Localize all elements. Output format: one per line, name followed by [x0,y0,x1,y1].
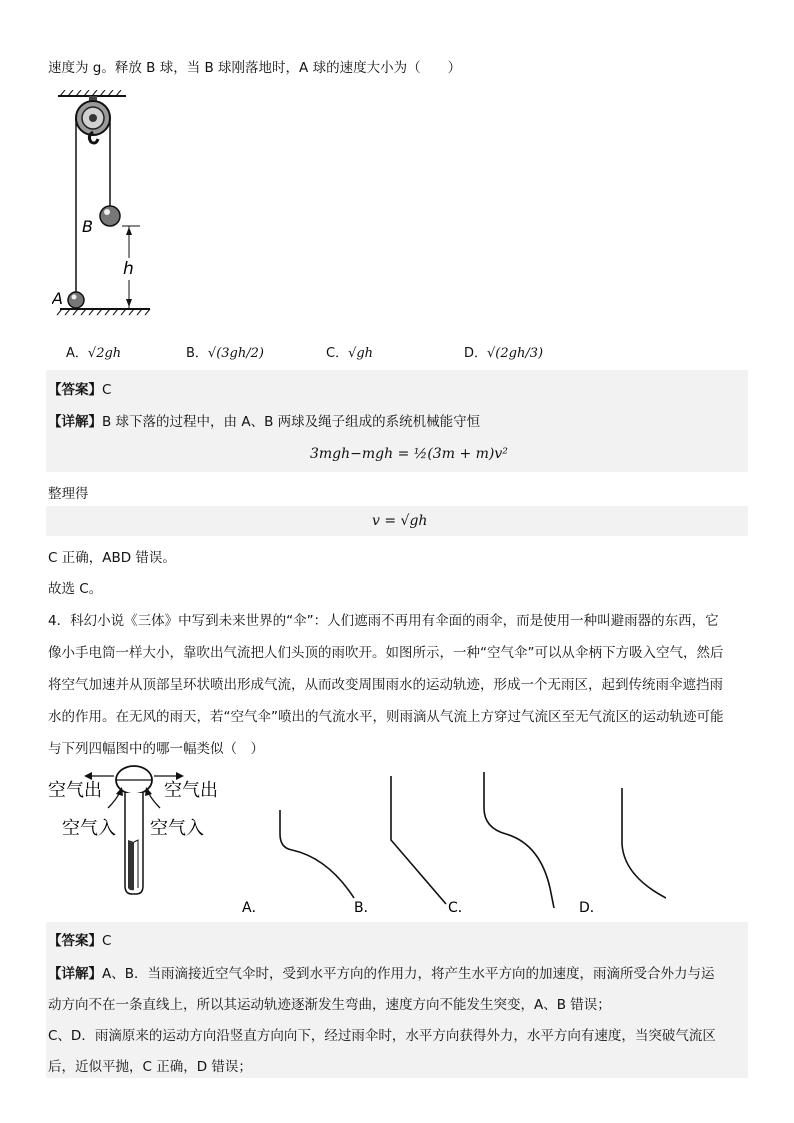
air-out-left-label: 空气出 [48,780,102,801]
choice-label-d: D． [579,900,604,916]
q4-line-4: 水的作用。在无风的雨天，若“空气伞”喷出的气流水平，则雨滴从气流上方穿过气流区至无气流区的运动轨迹可能 [48,709,724,725]
trajectory-b [391,776,446,904]
label-A: A [52,289,63,308]
q3-detail: 【详解】B 球下落的过程中，由 A、B 两球及绳子组成的系统机械能守恒 [48,414,481,430]
q4-answer: 【答案】C [48,933,112,949]
choice-label-a: A． [242,900,266,916]
trajectory-d [622,788,666,898]
q3-choose: 故选 C。 [48,581,103,597]
q4-line-2: 像小手电筒一样大小，靠吹出气流把人们头顶的雨吹开。如图所示，一种“空气伞”可以从伞柄下方吸入空气，然后 [48,645,724,661]
air-out-right-label: 空气出 [164,780,218,801]
option-b: B．√(3gh/2) [186,346,264,361]
q4-detail-line-2: 动方向不在一条直线上，所以其运动轨迹逐渐发生弯曲，速度方向不能发生突变，A、B 错误； [48,997,611,1013]
q3-equation-2: v = √gh [372,513,428,529]
q4-line-3: 将空气加速并从顶部呈环状喷出形成气流，从而改变周围雨水的运动轨迹，形成一个无雨区，起到传统雨伞遮挡雨 [48,677,723,693]
label-h: h [123,259,134,279]
q4-line-1: 4．科幻小说《三体》中写到未来世界的“伞”：人们遮雨不再用有伞面的雨伞，而是使用一种叫避雨器的东西，它 [48,613,719,629]
q4-line-5: 与下列四幅图中的哪一幅类似（ ） [48,741,264,757]
option-d: D．√(2gh/3) [464,346,544,361]
pulley-figure [52,90,162,318]
option-c: C．√gh [326,346,374,361]
choice-label-b: B． [354,900,378,916]
q3-answer: 【答案】C [48,382,112,398]
q3-stem-text: 速度为 g。释放 B 球，当 B 球刚落地时，A 球的速度大小为（ ） [48,60,462,76]
air-in-left-label: 空气入 [62,818,116,839]
choice-label-c: C． [448,900,472,916]
trajectory-c [484,772,554,908]
q4-detail-line-1: 【详解】A、B．当雨滴接近空气伞时，受到水平方向的作用力，将产生水平方向的加速度，雨滴所受合外力与运 [48,966,715,982]
label-B: B [82,217,93,236]
air-in-right-label: 空气入 [150,818,204,839]
trajectory-a [280,810,354,898]
q3-equation-1: 3mgh−mgh = ½(3m + m)v² [310,446,508,462]
q3-conclusion: C 正确，ABD 错误。 [48,550,176,566]
q4-detail-line-3: C、D．雨滴原来的运动方向沿竖直方向向下，经过雨伞时，水平方向获得外力，水平方向有速度，当突破气流区 [48,1028,716,1044]
option-a: A．√2gh [66,346,122,361]
air-umbrella-figure [46,762,236,902]
q4-detail-line-4: 后，近似平抛，C 正确，D 错误； [48,1059,252,1075]
q3-simplify: 整理得 [48,486,89,502]
trajectory-choices [236,768,666,918]
